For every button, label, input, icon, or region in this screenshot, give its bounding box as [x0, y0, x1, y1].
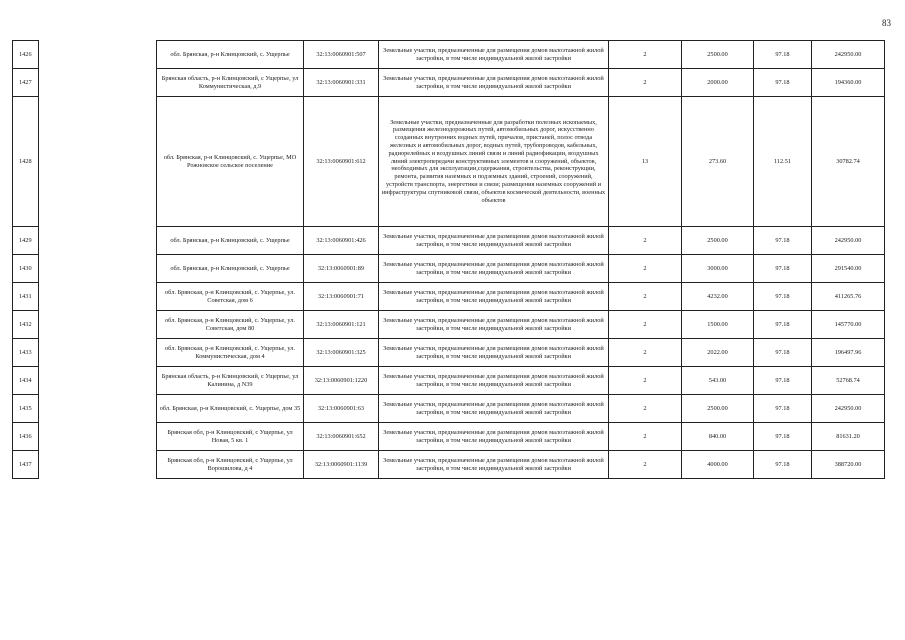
- cell-area: 543.00: [682, 367, 754, 395]
- cell-spacer: [39, 451, 157, 479]
- cell-cadastral-value: 242950.00: [812, 227, 885, 255]
- cell-land-purpose: Земельные участки, предназначенные для размещения домов малоэтажной жилой застройки, в том числе индивидуальной жилой застройки: [379, 69, 609, 97]
- cell-spacer: [39, 69, 157, 97]
- cell-rate: 97.18: [754, 255, 812, 283]
- cell-number: 1426: [13, 41, 39, 69]
- cell-group: 2: [609, 69, 682, 97]
- cell-spacer: [39, 283, 157, 311]
- table-row: [13, 97, 885, 227]
- cell-rate: 97.18: [754, 423, 812, 451]
- cell-number: 1427: [13, 69, 39, 97]
- cell-address: обл. Брянская, р-н Клинцовский, с. Ущерпье: [157, 41, 304, 69]
- table-row: [13, 227, 885, 255]
- cell-land-purpose: Земельные участки, предназначенные для размещения домов малоэтажной жилой застройки, в том числе индивидуальной жилой застройки: [379, 227, 609, 255]
- cell-group: 2: [609, 41, 682, 69]
- table-row: [13, 283, 885, 311]
- cell-land-purpose: Земельные участки, предназначенные для размещения домов малоэтажной жилой застройки, в том числе индивидуальной жилой застройки: [379, 283, 609, 311]
- cell-cadastral-value: 291540.00: [812, 255, 885, 283]
- cell-address: Брянская область, р-н Клинцовский, с Ущерпье, ул Коммунистическая, д.9: [157, 69, 304, 97]
- cell-cadastral-number: 32:13:0060901:1139: [304, 451, 379, 479]
- cell-area: 2500.00: [682, 41, 754, 69]
- cell-land-purpose: Земельные участки, предназначенные для размещения домов малоэтажной жилой застройки, в том числе индивидуальной жилой застройки: [379, 255, 609, 283]
- cell-area: 4000.00: [682, 451, 754, 479]
- cell-number: 1435: [13, 395, 39, 423]
- cell-address: обл. Брянская, р-н Клинцовский, с. Ущерпье, МО Рожновское сельское поселение: [157, 97, 304, 227]
- cell-group: 2: [609, 423, 682, 451]
- cell-area: 273.60: [682, 97, 754, 227]
- cell-area: 2500.00: [682, 227, 754, 255]
- cell-area: 2500.00: [682, 395, 754, 423]
- cell-cadastral-number: 32:13:0060901:63: [304, 395, 379, 423]
- cell-rate: 97.18: [754, 339, 812, 367]
- cell-address: Брянская обл, р-н Клинцовский, с Ущерпье, ул Ворошилова, д 4: [157, 451, 304, 479]
- cell-group: 2: [609, 367, 682, 395]
- table-row: [13, 69, 885, 97]
- cell-group: 13: [609, 97, 682, 227]
- cell-spacer: [39, 41, 157, 69]
- cell-address: обл. Брянская, р-н Клинцовский, с. Ущерпье, ул. Советская, дом 6: [157, 283, 304, 311]
- cell-cadastral-value: 194360.00: [812, 69, 885, 97]
- cell-cadastral-value: 242950.00: [812, 395, 885, 423]
- cell-area: 3000.00: [682, 255, 754, 283]
- cell-spacer: [39, 311, 157, 339]
- cell-group: 2: [609, 311, 682, 339]
- cell-cadastral-value: 242950.00: [812, 41, 885, 69]
- cell-rate: 97.18: [754, 451, 812, 479]
- cell-spacer: [39, 227, 157, 255]
- cell-spacer: [39, 395, 157, 423]
- cell-group: 2: [609, 339, 682, 367]
- cell-address: обл. Брянская, р-н Клинцовский, с. Ущерпье, ул. Коммунистическая, дом 4: [157, 339, 304, 367]
- table-body: [13, 41, 885, 479]
- cell-land-purpose: Земельные участки, предназначенные для размещения домов малоэтажной жилой застройки, в том числе индивидуальной жилой застройки: [379, 395, 609, 423]
- cell-cadastral-value: 411265.76: [812, 283, 885, 311]
- cell-cadastral-value: 81631.20: [812, 423, 885, 451]
- cell-address: Брянская область, р-н Клинцовский, с Ущерпье, ул Калинина, д N39: [157, 367, 304, 395]
- table-row: [13, 451, 885, 479]
- cell-number: 1433: [13, 339, 39, 367]
- cell-group: 2: [609, 451, 682, 479]
- cell-cadastral-value: 145770.00: [812, 311, 885, 339]
- cell-cadastral-number: 32:13:0060901:89: [304, 255, 379, 283]
- table-row: [13, 423, 885, 451]
- cell-cadastral-number: 32:13:0060901:612: [304, 97, 379, 227]
- cell-address: обл. Брянская, р-н Клинцовский, с. Ущерпье, дом 35: [157, 395, 304, 423]
- table-row: [13, 367, 885, 395]
- cell-area: 2022.00: [682, 339, 754, 367]
- cell-group: 2: [609, 227, 682, 255]
- cell-cadastral-number: 32:13:0060901:1220: [304, 367, 379, 395]
- cell-address: Брянская обл, р-н Клинцовский, с Ущерпье, ул Новая, 5 кв. 1: [157, 423, 304, 451]
- table-row: [13, 339, 885, 367]
- cell-area: 1500.00: [682, 311, 754, 339]
- cell-cadastral-value: 52768.74: [812, 367, 885, 395]
- cell-land-purpose: Земельные участки, предназначенные для размещения домов малоэтажной жилой застройки, в том числе индивидуальной жилой застройки: [379, 311, 609, 339]
- cell-cadastral-number: 32:13:0060901:121: [304, 311, 379, 339]
- cell-number: 1434: [13, 367, 39, 395]
- cell-spacer: [39, 423, 157, 451]
- cell-address: обл. Брянская, р-н Клинцовский, с. Ущерпье: [157, 227, 304, 255]
- page-number: 83: [882, 18, 891, 28]
- cell-cadastral-value: 196497.96: [812, 339, 885, 367]
- cell-cadastral-number: 32:13:0060901:331: [304, 69, 379, 97]
- cell-number: 1430: [13, 255, 39, 283]
- cell-cadastral-value: 30782.74: [812, 97, 885, 227]
- cell-area: 4232.00: [682, 283, 754, 311]
- cell-spacer: [39, 339, 157, 367]
- cell-land-purpose: Земельные участки, предназначенные для размещения домов малоэтажной жилой застройки, в том числе индивидуальной жилой застройки: [379, 41, 609, 69]
- cell-number: 1428: [13, 97, 39, 227]
- cell-land-purpose: Земельные участки, предназначенные для размещения домов малоэтажной жилой застройки, в том числе индивидуальной жилой застройки: [379, 367, 609, 395]
- land-registry-table: [12, 40, 885, 479]
- cell-number: 1431: [13, 283, 39, 311]
- cell-number: 1429: [13, 227, 39, 255]
- cell-address: обл. Брянская, р-н Клинцовский, с. Ущерпье, ул. Советская, дом 80: [157, 311, 304, 339]
- cell-group: 2: [609, 255, 682, 283]
- cell-rate: 97.18: [754, 41, 812, 69]
- cell-number: 1432: [13, 311, 39, 339]
- cell-rate: 97.18: [754, 395, 812, 423]
- table-row: [13, 41, 885, 69]
- table-row: [13, 395, 885, 423]
- cell-rate: 97.18: [754, 311, 812, 339]
- cell-land-purpose: Земельные участки, предназначенные для разработки полезных ископаемых, размещения железнодорожных путей, автомобильных дорог, искусственно созданных внутренних водных путей, причалов, пристаней, полос отвода железных и автомобильных дорог, водных путей, трубопроводов, кабельных, радиорелейных и воздушных линий связи и линий радиофикации, воздушных линий электропередачи конструктивных элементов и сооружений, объектов, необходимых для эксплуатации,содержания, строительства, реконструкции, ремонта, развития наземных и подземных зданий, строений, сооружений, устройств транспорта, энергетики и связи; размещения наземных сооружений и инфраструктуры спутниковой связи, объектов космической деятельности, военных объектов: [379, 97, 609, 227]
- cell-cadastral-number: 32:13:0060901:325: [304, 339, 379, 367]
- cell-rate: 97.18: [754, 367, 812, 395]
- cell-rate: 97.18: [754, 283, 812, 311]
- cell-cadastral-number: 32:13:0060901:71: [304, 283, 379, 311]
- cell-land-purpose: Земельные участки, предназначенные для размещения домов малоэтажной жилой застройки, в том числе индивидуальной жилой застройки: [379, 451, 609, 479]
- table-row: [13, 255, 885, 283]
- cell-cadastral-number: 32:13:0060901:652: [304, 423, 379, 451]
- cell-number: 1436: [13, 423, 39, 451]
- cell-land-purpose: Земельные участки, предназначенные для размещения домов малоэтажной жилой застройки, в том числе индивидуальной жилой застройки: [379, 423, 609, 451]
- cell-area: 2000.00: [682, 69, 754, 97]
- cell-land-purpose: Земельные участки, предназначенные для размещения домов малоэтажной жилой застройки, в том числе индивидуальной жилой застройки: [379, 339, 609, 367]
- cell-area: 840.00: [682, 423, 754, 451]
- cell-address: обл. Брянская, р-н Клинцовский, с. Ущерпье: [157, 255, 304, 283]
- cell-number: 1437: [13, 451, 39, 479]
- cell-rate: 97.18: [754, 69, 812, 97]
- cell-cadastral-value: 388720.00: [812, 451, 885, 479]
- cell-group: 2: [609, 395, 682, 423]
- cell-rate: 97.18: [754, 227, 812, 255]
- cell-spacer: [39, 367, 157, 395]
- table-row: [13, 311, 885, 339]
- cell-spacer: [39, 97, 157, 227]
- cell-rate: 112.51: [754, 97, 812, 227]
- cell-spacer: [39, 255, 157, 283]
- cell-cadastral-number: 32:13:0060901:426: [304, 227, 379, 255]
- cell-group: 2: [609, 283, 682, 311]
- cell-cadastral-number: 32:13:0060901:507: [304, 41, 379, 69]
